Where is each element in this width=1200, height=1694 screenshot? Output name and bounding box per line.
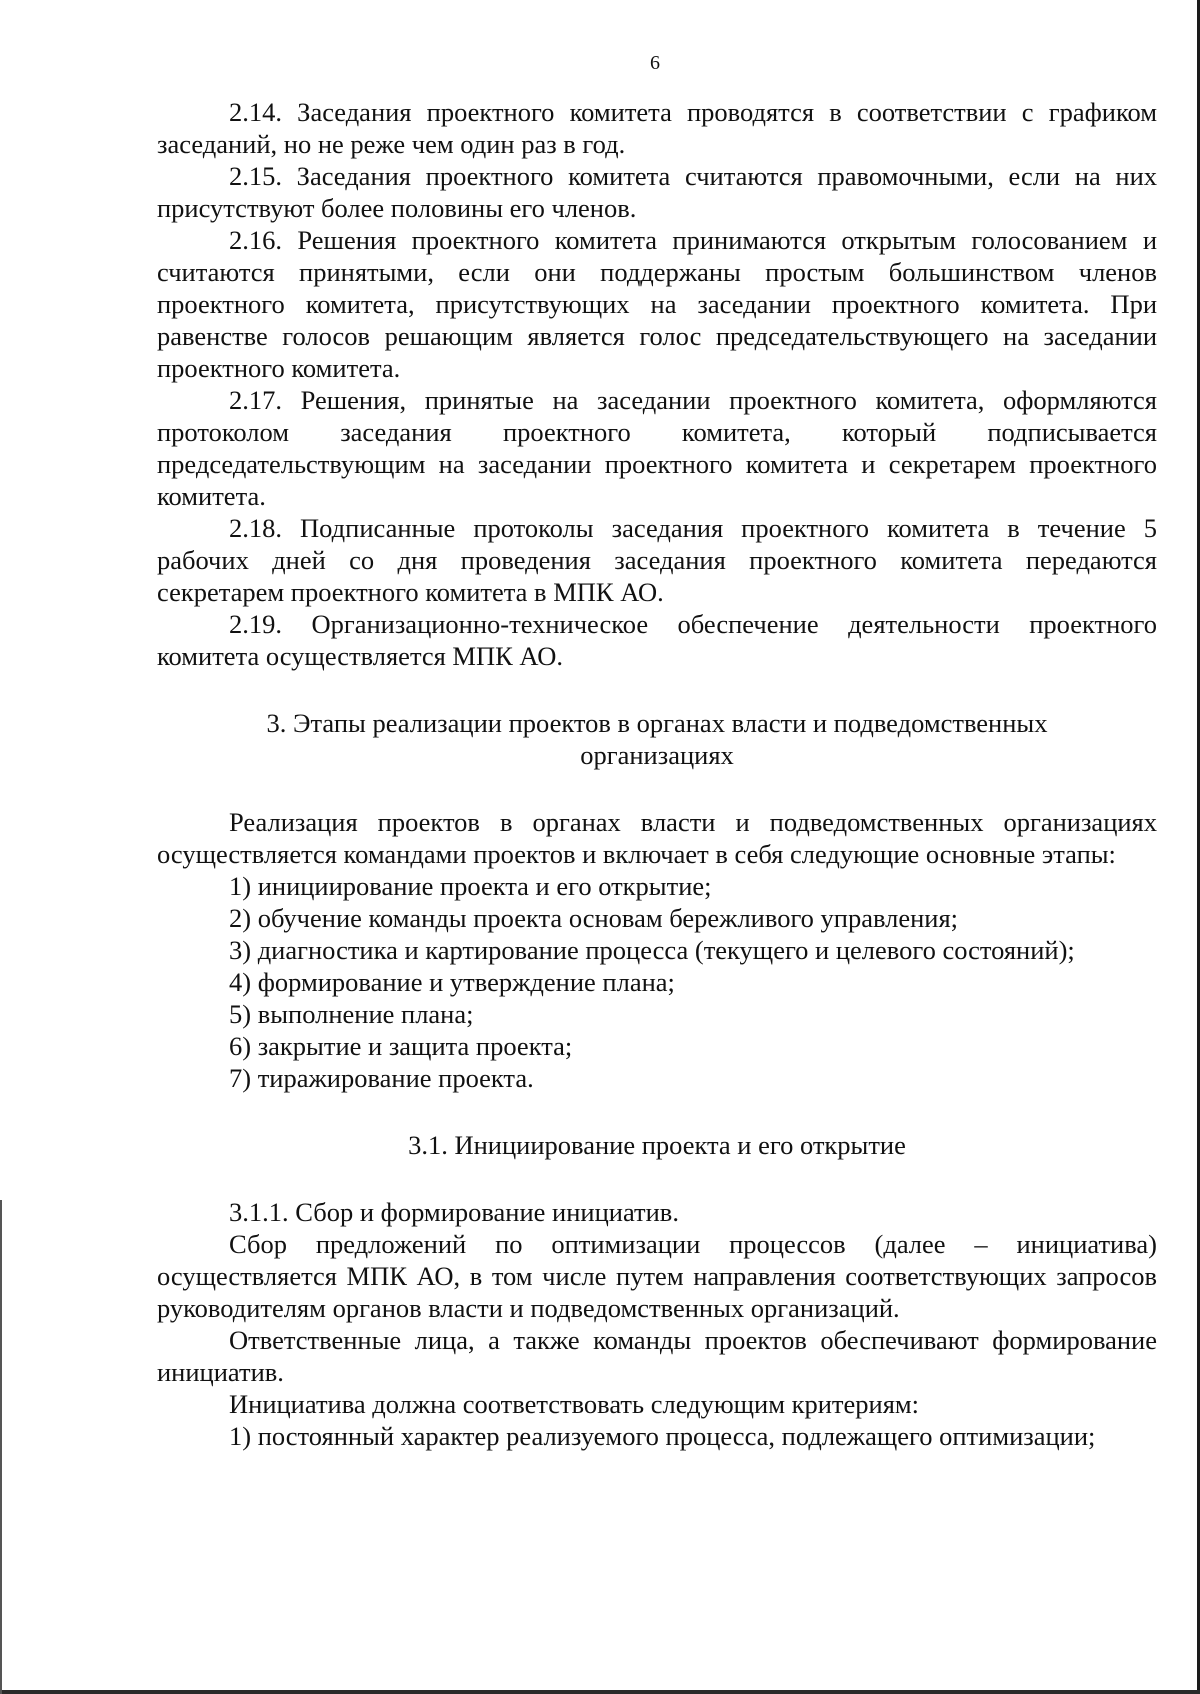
paragraph-2-18: 2.18. Подписанные протоколы заседания проектного комитета в течение 5 рабочих дней со дня проведения заседания проектного комитета передаются секретарем проектного комитета в МПК АО. xyxy=(157,513,1157,607)
section-3-heading-line1: 3. Этапы реализации проектов в органах власти и подведомственных xyxy=(266,708,1048,738)
paragraph-2-17: 2.17. Решения, принятые на заседании проектного комитета, оформляются протоколом заседания проектного комитета, который подписывается председательствующим на заседании проектного комитета и секретарем проектного комитета. xyxy=(157,385,1157,511)
paragraph-2-19: 2.19. Организационно-техническое обеспечение деятельности проектного комитета осуществляется МПК АО. xyxy=(157,609,1157,671)
stages-list xyxy=(157,870,1157,1094)
paragraph-3-1-1: 3.1.1. Сбор и формирование инициатив. xyxy=(229,1197,679,1227)
paragraph-2-16: 2.16. Решения проектного комитета принимаются открытым голосованием и считаются принятыми, если они поддержаны простым большинством членов проектного комитета, присутствующих на заседании проектного комитета. При равенстве голосов решающим является голос председательствующего на заседании проектного комитета. xyxy=(157,225,1157,383)
paragraph-2-14: 2.14. Заседания проектного комитета проводятся в соответствии с графиком заседаний, но не реже чем один раз в год. xyxy=(157,97,1157,159)
paragraph-responsible-persons: Ответственные лица, а также команды проектов обеспечивают формирование инициатив. xyxy=(157,1325,1157,1387)
list-item: 3) диагностика и картирование процесса (текущего и целевого состояний); xyxy=(229,935,1075,965)
scan-border-bottom xyxy=(0,1690,1200,1694)
document-body xyxy=(157,96,1157,1452)
list-item: 5) выполнение плана; xyxy=(229,999,474,1029)
list-item: 1) инициирование проекта и его открытие; xyxy=(229,871,712,901)
page-number: 6 xyxy=(650,52,660,74)
section-3-heading-line2: организациях xyxy=(580,740,734,770)
spacer xyxy=(157,771,1157,806)
paragraph-criterion-1: 1) постоянный характер реализуемого процесса, подлежащего оптимизации; xyxy=(229,1421,1096,1451)
list-item: 6) закрытие и защита проекта; xyxy=(229,1031,573,1061)
section-3-intro: Реализация проектов в органах власти и подведомственных организациях осуществляется командами проектов и включает в себя следующие основные этапы: xyxy=(157,807,1157,869)
list-item: 2) обучение команды проекта основам бережливого управления; xyxy=(229,903,959,933)
paragraph-criteria-intro: Инициатива должна соответствовать следующим критериям: xyxy=(229,1389,920,1419)
scan-border-left xyxy=(0,1200,2,1694)
spacer xyxy=(157,1161,1157,1196)
section-3-1-heading: 3.1. Инициирование проекта и его открытие xyxy=(408,1130,906,1160)
spacer xyxy=(157,1094,1157,1129)
list-item: 4) формирование и утверждение плана; xyxy=(229,967,675,997)
paragraph-2-15: 2.15. Заседания проектного комитета считаются правомочными, если на них присутствуют более половины его членов. xyxy=(157,161,1157,223)
paragraph-initiatives-collection: Сбор предложений по оптимизации процессов (далее – инициатива) осуществляется МПК АО, в том числе путем направления соответствующих запросов руководителям органов власти и подведомственных организаций. xyxy=(157,1229,1157,1323)
list-item: 7) тиражирование проекта. xyxy=(229,1063,534,1093)
spacer xyxy=(157,672,1157,707)
